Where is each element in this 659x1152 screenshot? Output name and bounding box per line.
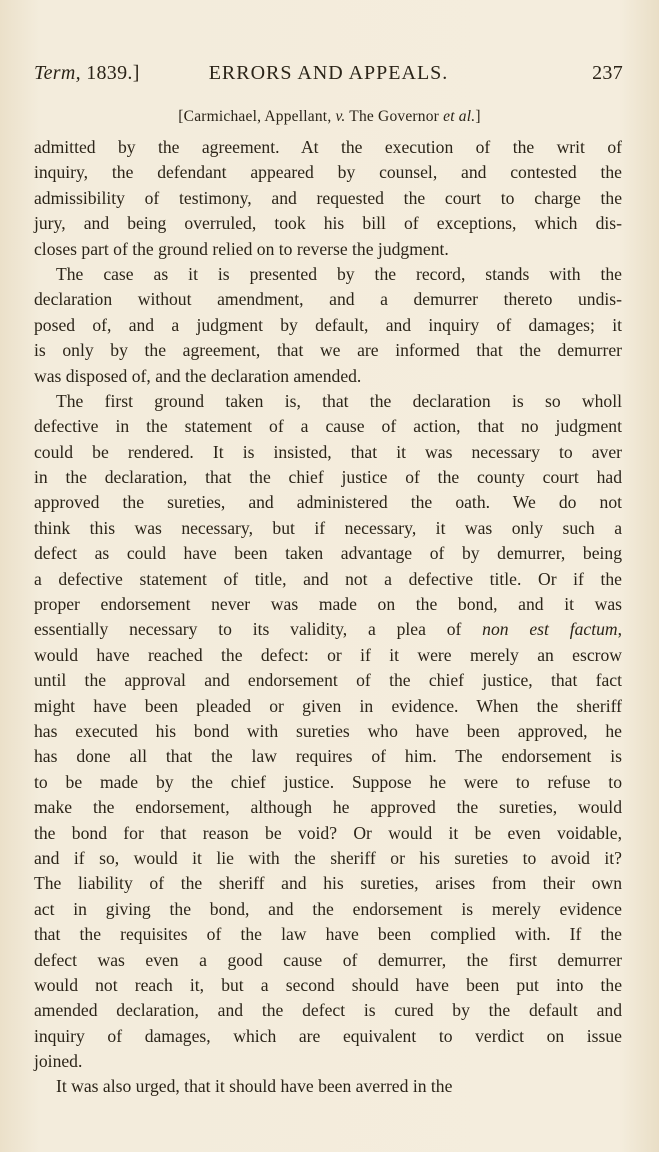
text-line: admissibility of testimony, and requested the court to charge the bbox=[34, 187, 622, 208]
text-line: proper endorsement never was made on the bond, and it was bbox=[34, 594, 622, 615]
body-text bbox=[34, 135, 622, 1100]
text-line: The liability of the sheriff and his sureties, arises from their own bbox=[34, 873, 622, 894]
running-header bbox=[34, 62, 623, 90]
text-line: in the declaration, that the chief justice of the county court had bbox=[34, 467, 622, 488]
text-line: is only by the agreement, that we are informed that the demurrer bbox=[34, 340, 622, 361]
text-line: closes part of the ground relied on to reverse the judgment. bbox=[34, 238, 449, 259]
text-line: that the requisites of the law have been complied with. If the bbox=[34, 924, 622, 945]
text-line: essentially necessary to its validity, a plea of non est factum, bbox=[34, 619, 623, 640]
text-line: declaration without amendment, and a demurrer thereto undis- bbox=[34, 289, 622, 310]
text-line: It was also urged, that it should have been averred in the bbox=[56, 1076, 453, 1097]
text-line: amended declaration, and the defect is cured by the default and bbox=[34, 1000, 622, 1021]
text-line: defect was even a good cause of demurrer, the first demurrer bbox=[34, 949, 622, 970]
case-caption: [Carmichael, Appellant, v. The Governor et al.] bbox=[178, 108, 481, 125]
term-year: 1839.] bbox=[80, 62, 140, 84]
text-line: might have been pleaded or given in evidence. When the sheriff bbox=[34, 695, 622, 716]
text-line: a defective statement of title, and not a defective title. Or if the bbox=[34, 568, 622, 589]
text-line: would not reach it, but a second should have been put into the bbox=[34, 974, 622, 995]
text-line: defect as could have been taken advantage of by demurrer, being bbox=[34, 543, 622, 564]
text-line: inquiry of damages, which are equivalent to verdict on issue bbox=[34, 1025, 622, 1046]
text-line: admitted by the agreement. At the execution of the writ of bbox=[34, 137, 622, 157]
text-line: to be made by the chief justice. Suppose he were to refuse to bbox=[34, 771, 622, 792]
text-line: approved the sureties, and administered the oath. We do not bbox=[34, 492, 622, 513]
text-line: has done all that the law requires of him. The endorsement is bbox=[34, 746, 622, 767]
text-line: the bond for that reason be void? Or would it be even voidable, bbox=[34, 822, 622, 843]
text-line: until the approval and endorsement of the chief justice, that fact bbox=[34, 670, 622, 691]
text-line: and if so, would it lie with the sheriff or his sureties to avoid it? bbox=[34, 847, 622, 868]
text-line: defective in the statement of a cause of action, that no judgment bbox=[34, 416, 622, 437]
text-line: has executed his bond with sureties who have been approved, he bbox=[34, 720, 622, 741]
text-line: The first ground taken is, that the declaration is so wholl bbox=[56, 390, 622, 411]
text-line: think this was necessary, but if necessary, it was only such a bbox=[34, 517, 622, 538]
text-line: The case as it is presented by the record, stands with the bbox=[56, 263, 622, 284]
term-italic: Term, bbox=[34, 62, 81, 84]
text-line: would have reached the defect: or if it were merely an escrow bbox=[34, 644, 622, 665]
text-line: could be rendered. It is insisted, that it was necessary to aver bbox=[34, 441, 622, 462]
text-line: make the endorsement, although he approved the sureties, would bbox=[34, 797, 622, 818]
section-title: ERRORS AND APPEALS. bbox=[208, 62, 449, 84]
text-line: joined. bbox=[34, 1051, 83, 1072]
text-line: was disposed of, and the declaration amended. bbox=[34, 365, 362, 386]
text-line: jury, and being overruled, took his bill of exceptions, which dis- bbox=[34, 213, 622, 234]
text-line: posed of, and a judgment by default, and inquiry of damages; it bbox=[34, 314, 622, 335]
page-number: 237 bbox=[592, 62, 623, 84]
text-line: inquiry, the defendant appeared by counsel, and contested the bbox=[34, 162, 622, 183]
text-line: act in giving the bond, and the endorsement is merely evidence bbox=[34, 898, 622, 919]
